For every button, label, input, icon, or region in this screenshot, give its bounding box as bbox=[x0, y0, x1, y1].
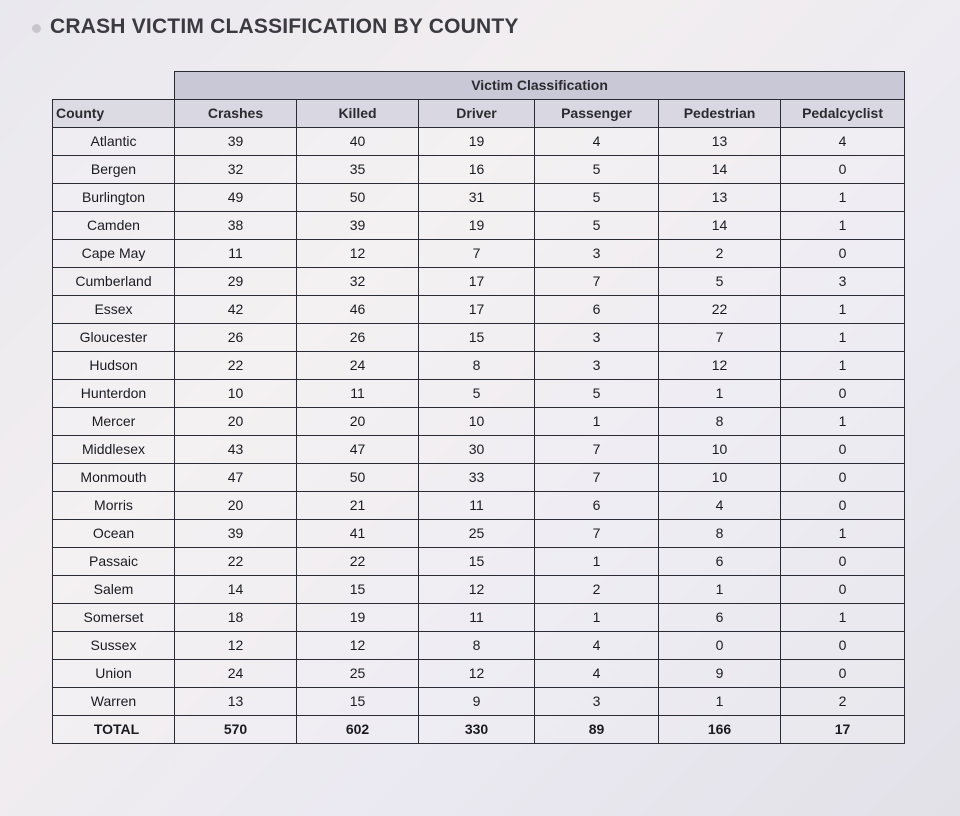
total-label: TOTAL bbox=[53, 716, 175, 744]
county-cell: Ocean bbox=[53, 520, 175, 548]
value-cell-crashes: 39 bbox=[175, 128, 297, 156]
value-cell-pedalcyclist: 4 bbox=[781, 128, 905, 156]
value-cell-driver: 11 bbox=[419, 604, 535, 632]
value-cell-pedestrian: 13 bbox=[659, 128, 781, 156]
value-cell-pedestrian: 13 bbox=[659, 184, 781, 212]
value-cell-driver: 19 bbox=[419, 212, 535, 240]
value-cell-crashes: 29 bbox=[175, 268, 297, 296]
table-row bbox=[53, 436, 905, 464]
value-cell-driver: 17 bbox=[419, 296, 535, 324]
value-cell-killed: 32 bbox=[297, 268, 419, 296]
value-cell-driver: 33 bbox=[419, 464, 535, 492]
value-cell-killed: 24 bbox=[297, 352, 419, 380]
county-cell: Warren bbox=[53, 688, 175, 716]
value-cell-passenger: 7 bbox=[535, 436, 659, 464]
value-cell-pedestrian: 2 bbox=[659, 240, 781, 268]
value-cell-pedestrian: 8 bbox=[659, 408, 781, 436]
page-title: CRASH VICTIM CLASSIFICATION BY COUNTY bbox=[50, 15, 519, 38]
table-row bbox=[53, 268, 905, 296]
value-cell-driver: 5 bbox=[419, 380, 535, 408]
value-cell-pedalcyclist: 1 bbox=[781, 408, 905, 436]
value-cell-passenger: 3 bbox=[535, 324, 659, 352]
county-cell: Hunterdon bbox=[53, 380, 175, 408]
value-cell-driver: 25 bbox=[419, 520, 535, 548]
table-row bbox=[53, 576, 905, 604]
value-cell-pedalcyclist: 0 bbox=[781, 548, 905, 576]
column-header-pedalcyclist: Pedalcyclist bbox=[781, 100, 905, 128]
value-cell-driver: 15 bbox=[419, 324, 535, 352]
value-cell-crashes: 49 bbox=[175, 184, 297, 212]
total-row bbox=[53, 716, 905, 744]
column-header-row bbox=[53, 100, 905, 128]
value-cell-pedalcyclist: 0 bbox=[781, 240, 905, 268]
value-cell-pedalcyclist: 1 bbox=[781, 212, 905, 240]
value-cell-pedestrian: 6 bbox=[659, 548, 781, 576]
value-cell-driver: 30 bbox=[419, 436, 535, 464]
county-cell: Bergen bbox=[53, 156, 175, 184]
column-header-county: County bbox=[53, 100, 175, 128]
value-cell-pedalcyclist: 1 bbox=[781, 520, 905, 548]
column-header-crashes: Crashes bbox=[175, 100, 297, 128]
value-cell-passenger: 6 bbox=[535, 296, 659, 324]
value-cell-killed: 22 bbox=[297, 548, 419, 576]
value-cell-driver: 11 bbox=[419, 492, 535, 520]
value-cell-passenger: 3 bbox=[535, 352, 659, 380]
value-cell-pedestrian: 8 bbox=[659, 520, 781, 548]
value-cell-killed: 39 bbox=[297, 212, 419, 240]
county-cell: Cumberland bbox=[53, 268, 175, 296]
value-cell-pedalcyclist: 1 bbox=[781, 184, 905, 212]
value-cell-crashes: 22 bbox=[175, 548, 297, 576]
value-cell-killed: 50 bbox=[297, 464, 419, 492]
county-cell: Sussex bbox=[53, 632, 175, 660]
value-cell-crashes: 42 bbox=[175, 296, 297, 324]
value-cell-pedestrian: 5 bbox=[659, 268, 781, 296]
value-cell-driver: 31 bbox=[419, 184, 535, 212]
value-cell-driver: 19 bbox=[419, 128, 535, 156]
table-row bbox=[53, 240, 905, 268]
value-cell-pedestrian: 0 bbox=[659, 632, 781, 660]
value-cell-passenger: 3 bbox=[535, 240, 659, 268]
value-cell-killed: 15 bbox=[297, 688, 419, 716]
value-cell-passenger: 7 bbox=[535, 464, 659, 492]
value-cell-pedalcyclist: 0 bbox=[781, 436, 905, 464]
table-row bbox=[53, 520, 905, 548]
value-cell-crashes: 11 bbox=[175, 240, 297, 268]
value-cell-killed: 15 bbox=[297, 576, 419, 604]
value-cell-crashes: 20 bbox=[175, 408, 297, 436]
victim-classification-header: Victim Classification bbox=[175, 72, 905, 100]
county-cell: Middlesex bbox=[53, 436, 175, 464]
value-cell-crashes: 22 bbox=[175, 352, 297, 380]
table-row bbox=[53, 296, 905, 324]
value-cell-crashes: 20 bbox=[175, 492, 297, 520]
table-row bbox=[53, 184, 905, 212]
column-header-killed: Killed bbox=[297, 100, 419, 128]
county-cell: Essex bbox=[53, 296, 175, 324]
value-cell-driver: 7 bbox=[419, 240, 535, 268]
value-cell-pedalcyclist: 3 bbox=[781, 268, 905, 296]
value-cell-pedalcyclist: 0 bbox=[781, 576, 905, 604]
value-cell-pedalcyclist: 1 bbox=[781, 324, 905, 352]
table-row bbox=[53, 156, 905, 184]
table-row bbox=[53, 324, 905, 352]
total-cell-pedalcyclist: 17 bbox=[781, 716, 905, 744]
value-cell-crashes: 39 bbox=[175, 520, 297, 548]
group-header-row bbox=[53, 72, 905, 100]
value-cell-killed: 20 bbox=[297, 408, 419, 436]
value-cell-driver: 10 bbox=[419, 408, 535, 436]
column-header-pedestrian: Pedestrian bbox=[659, 100, 781, 128]
value-cell-passenger: 5 bbox=[535, 184, 659, 212]
value-cell-driver: 8 bbox=[419, 632, 535, 660]
value-cell-driver: 9 bbox=[419, 688, 535, 716]
county-cell: Camden bbox=[53, 212, 175, 240]
county-cell: Burlington bbox=[53, 184, 175, 212]
table-row bbox=[53, 212, 905, 240]
table-row bbox=[53, 492, 905, 520]
county-cell: Cape May bbox=[53, 240, 175, 268]
county-cell: Hudson bbox=[53, 352, 175, 380]
value-cell-passenger: 4 bbox=[535, 128, 659, 156]
value-cell-crashes: 18 bbox=[175, 604, 297, 632]
county-cell: Passaic bbox=[53, 548, 175, 576]
table-row bbox=[53, 660, 905, 688]
value-cell-crashes: 24 bbox=[175, 660, 297, 688]
table-row bbox=[53, 688, 905, 716]
value-cell-pedestrian: 7 bbox=[659, 324, 781, 352]
value-cell-pedestrian: 10 bbox=[659, 464, 781, 492]
value-cell-passenger: 1 bbox=[535, 604, 659, 632]
value-cell-pedestrian: 4 bbox=[659, 492, 781, 520]
table-row bbox=[53, 548, 905, 576]
county-cell: Union bbox=[53, 660, 175, 688]
value-cell-pedalcyclist: 1 bbox=[781, 352, 905, 380]
bullet-dot-icon bbox=[32, 24, 41, 33]
value-cell-killed: 47 bbox=[297, 436, 419, 464]
value-cell-passenger: 7 bbox=[535, 520, 659, 548]
county-cell: Morris bbox=[53, 492, 175, 520]
table-row bbox=[53, 352, 905, 380]
total-cell-crashes: 570 bbox=[175, 716, 297, 744]
total-cell-passenger: 89 bbox=[535, 716, 659, 744]
total-cell-killed: 602 bbox=[297, 716, 419, 744]
county-cell: Atlantic bbox=[53, 128, 175, 156]
value-cell-crashes: 10 bbox=[175, 380, 297, 408]
value-cell-killed: 21 bbox=[297, 492, 419, 520]
value-cell-pedestrian: 22 bbox=[659, 296, 781, 324]
county-cell: Somerset bbox=[53, 604, 175, 632]
value-cell-pedalcyclist: 0 bbox=[781, 660, 905, 688]
county-cell: Salem bbox=[53, 576, 175, 604]
value-cell-driver: 12 bbox=[419, 576, 535, 604]
value-cell-pedestrian: 1 bbox=[659, 380, 781, 408]
value-cell-pedalcyclist: 0 bbox=[781, 380, 905, 408]
value-cell-pedestrian: 1 bbox=[659, 688, 781, 716]
table-row bbox=[53, 604, 905, 632]
value-cell-pedalcyclist: 0 bbox=[781, 156, 905, 184]
total-cell-pedestrian: 166 bbox=[659, 716, 781, 744]
table-row bbox=[53, 464, 905, 492]
value-cell-passenger: 2 bbox=[535, 576, 659, 604]
value-cell-killed: 12 bbox=[297, 632, 419, 660]
table-body bbox=[53, 128, 905, 744]
value-cell-crashes: 12 bbox=[175, 632, 297, 660]
crash-victim-table bbox=[52, 71, 905, 744]
county-cell: Mercer bbox=[53, 408, 175, 436]
value-cell-killed: 12 bbox=[297, 240, 419, 268]
county-cell: Monmouth bbox=[53, 464, 175, 492]
value-cell-pedestrian: 14 bbox=[659, 156, 781, 184]
value-cell-passenger: 1 bbox=[535, 408, 659, 436]
value-cell-crashes: 13 bbox=[175, 688, 297, 716]
value-cell-killed: 41 bbox=[297, 520, 419, 548]
value-cell-crashes: 32 bbox=[175, 156, 297, 184]
value-cell-killed: 35 bbox=[297, 156, 419, 184]
value-cell-pedalcyclist: 0 bbox=[781, 632, 905, 660]
value-cell-killed: 46 bbox=[297, 296, 419, 324]
value-cell-passenger: 5 bbox=[535, 380, 659, 408]
column-header-driver: Driver bbox=[419, 100, 535, 128]
value-cell-passenger: 4 bbox=[535, 660, 659, 688]
value-cell-crashes: 26 bbox=[175, 324, 297, 352]
value-cell-pedestrian: 10 bbox=[659, 436, 781, 464]
value-cell-pedalcyclist: 1 bbox=[781, 296, 905, 324]
table-row bbox=[53, 632, 905, 660]
value-cell-passenger: 5 bbox=[535, 156, 659, 184]
total-cell-driver: 330 bbox=[419, 716, 535, 744]
county-cell: Gloucester bbox=[53, 324, 175, 352]
value-cell-killed: 11 bbox=[297, 380, 419, 408]
value-cell-passenger: 5 bbox=[535, 212, 659, 240]
value-cell-pedestrian: 12 bbox=[659, 352, 781, 380]
value-cell-driver: 15 bbox=[419, 548, 535, 576]
value-cell-killed: 50 bbox=[297, 184, 419, 212]
value-cell-pedalcyclist: 2 bbox=[781, 688, 905, 716]
value-cell-crashes: 47 bbox=[175, 464, 297, 492]
value-cell-driver: 8 bbox=[419, 352, 535, 380]
value-cell-pedalcyclist: 0 bbox=[781, 492, 905, 520]
value-cell-passenger: 6 bbox=[535, 492, 659, 520]
value-cell-driver: 16 bbox=[419, 156, 535, 184]
value-cell-passenger: 4 bbox=[535, 632, 659, 660]
value-cell-killed: 40 bbox=[297, 128, 419, 156]
value-cell-passenger: 1 bbox=[535, 548, 659, 576]
column-header-passenger: Passenger bbox=[535, 100, 659, 128]
value-cell-crashes: 38 bbox=[175, 212, 297, 240]
value-cell-pedestrian: 1 bbox=[659, 576, 781, 604]
value-cell-passenger: 7 bbox=[535, 268, 659, 296]
value-cell-passenger: 3 bbox=[535, 688, 659, 716]
group-header-spacer bbox=[53, 72, 175, 100]
value-cell-killed: 25 bbox=[297, 660, 419, 688]
table-row bbox=[53, 408, 905, 436]
value-cell-pedestrian: 6 bbox=[659, 604, 781, 632]
value-cell-driver: 17 bbox=[419, 268, 535, 296]
value-cell-killed: 19 bbox=[297, 604, 419, 632]
value-cell-pedalcyclist: 0 bbox=[781, 464, 905, 492]
table-row bbox=[53, 380, 905, 408]
value-cell-killed: 26 bbox=[297, 324, 419, 352]
value-cell-pedestrian: 9 bbox=[659, 660, 781, 688]
value-cell-pedalcyclist: 1 bbox=[781, 604, 905, 632]
value-cell-driver: 12 bbox=[419, 660, 535, 688]
table-row bbox=[53, 128, 905, 156]
value-cell-pedestrian: 14 bbox=[659, 212, 781, 240]
value-cell-crashes: 14 bbox=[175, 576, 297, 604]
value-cell-crashes: 43 bbox=[175, 436, 297, 464]
